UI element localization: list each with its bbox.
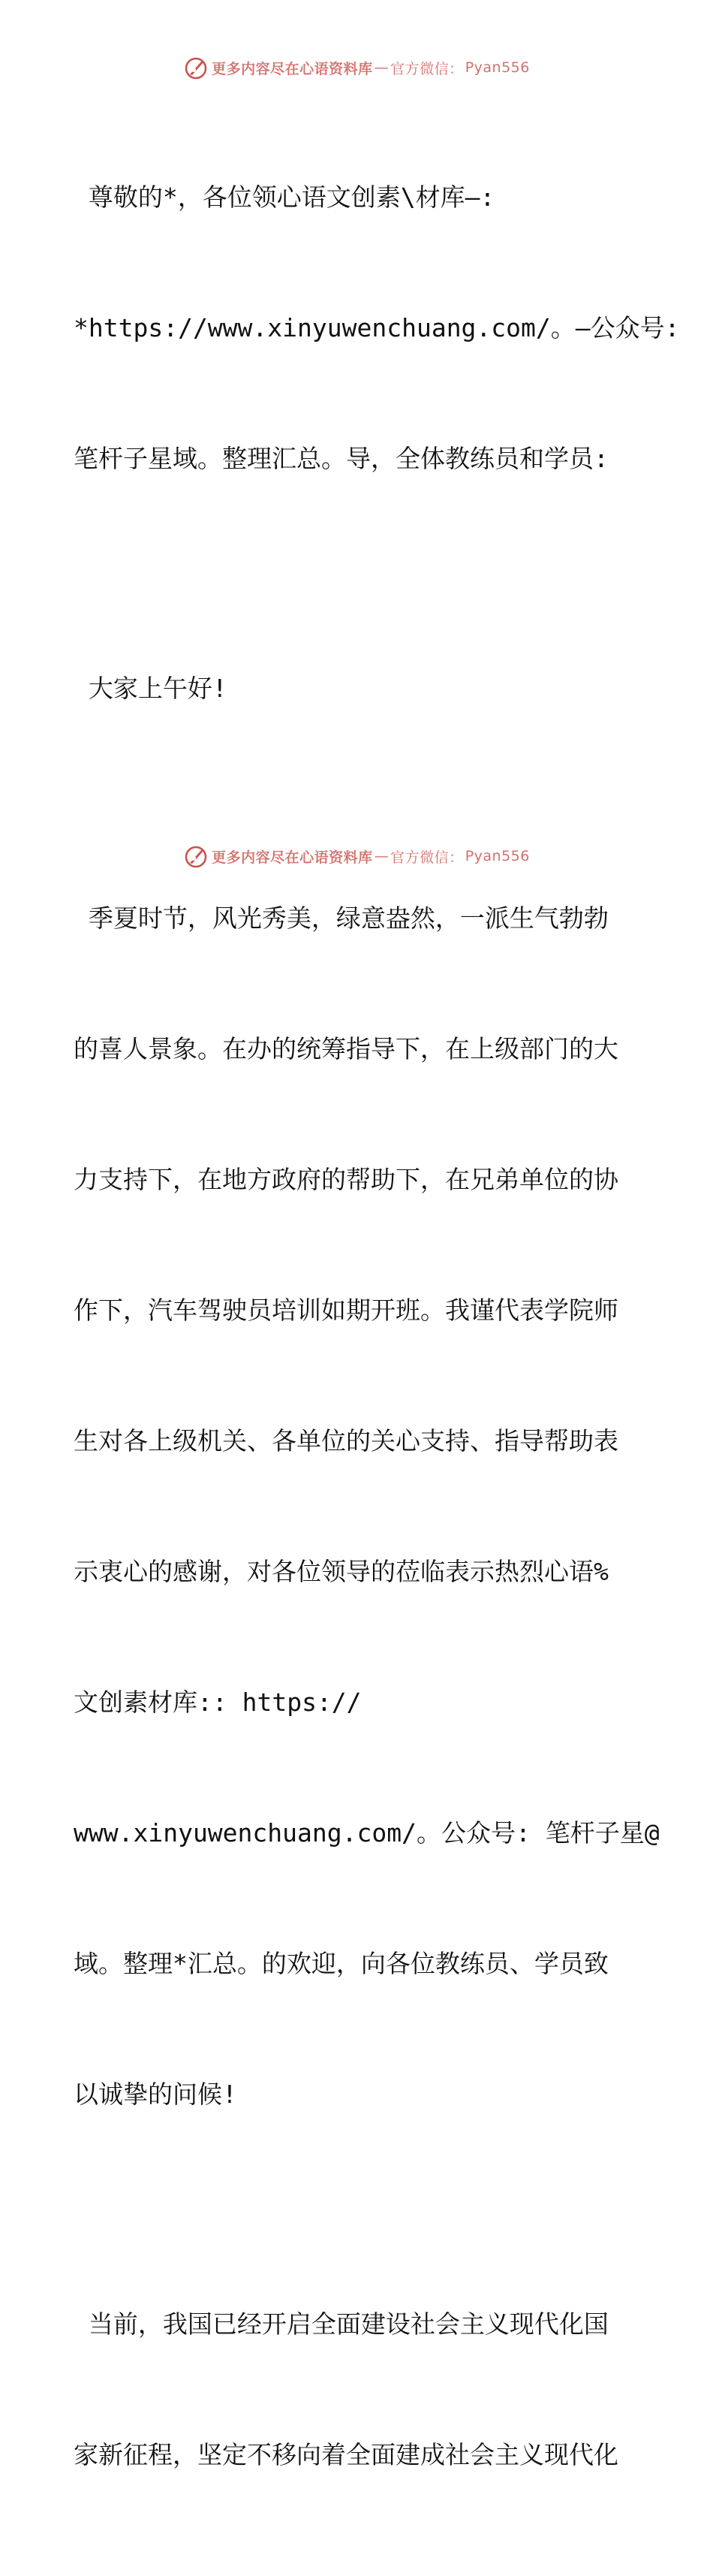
quill-circle-icon xyxy=(183,55,209,80)
watermark-label: 官方微信： xyxy=(390,60,464,77)
text-line: 大家上午好! xyxy=(74,674,227,703)
text-line: *https://www.xinyuwenchuang.com/。—公众号: xyxy=(74,313,680,342)
text-line: 文创素材库:: https:// xyxy=(74,1688,362,1717)
watermark-main-text: 更多内容尽在心语资料库 xyxy=(212,849,373,866)
text-line: 尊敬的*，各位领心语文创素\材库—: xyxy=(74,182,495,212)
paragraph-context xyxy=(74,2216,644,2564)
text-line: 作下，汽车驾驶员培训如期开班。我谨代表学院师 xyxy=(74,1296,618,1325)
text-line: 生对各上级机关、各单位的关心支持、指导帮助表 xyxy=(74,1426,618,1455)
text-line: 当前，我国已经开启全面建设社会主义现代化国 xyxy=(74,2309,609,2339)
paragraph-greeting xyxy=(74,580,644,798)
footer-watermark xyxy=(0,841,713,871)
watermark-account: Pyan556 xyxy=(465,848,530,864)
header-watermark xyxy=(0,53,713,83)
watermark-separator: — xyxy=(374,59,390,76)
text-line: www.xinyuwenchuang.com/。公众号: 笔杆子星@ xyxy=(74,1818,660,1848)
text-line: 示衷心的感谢，对各位领导的莅临表示热烈心语% xyxy=(74,1557,609,1586)
text-line: 家新征程，坚定不移向着全面建成社会主义现代化 xyxy=(74,2440,618,2469)
watermark-account: Pyan556 xyxy=(465,59,530,76)
paragraph-salutation xyxy=(74,89,680,568)
text-line: 域。整理*汇总。的欢迎，向各位教练员、学员致 xyxy=(74,1949,609,1978)
text-line: 力支持下，在地方政府的帮助下，在兄弟单位的协 xyxy=(74,1165,618,1194)
watermark-separator: — xyxy=(374,848,390,864)
paragraph-welcome xyxy=(74,810,660,2203)
quill-circle-icon xyxy=(183,843,209,869)
text-line: 季夏时节，风光秀美，绿意盎然，一派生气勃勃 xyxy=(74,903,609,933)
watermark-main-text: 更多内容尽在心语资料库 xyxy=(212,60,373,77)
watermark-label: 官方微信： xyxy=(390,849,464,866)
text-line: 以诚挚的问候! xyxy=(74,2080,237,2109)
text-line: 的喜人景象。在办的统筹指导下，在上级部门的大 xyxy=(74,1034,618,1063)
document-body xyxy=(74,89,680,2576)
text-line: 笔杆子星域。整理汇总。导，全体教练员和学员: xyxy=(74,444,609,473)
